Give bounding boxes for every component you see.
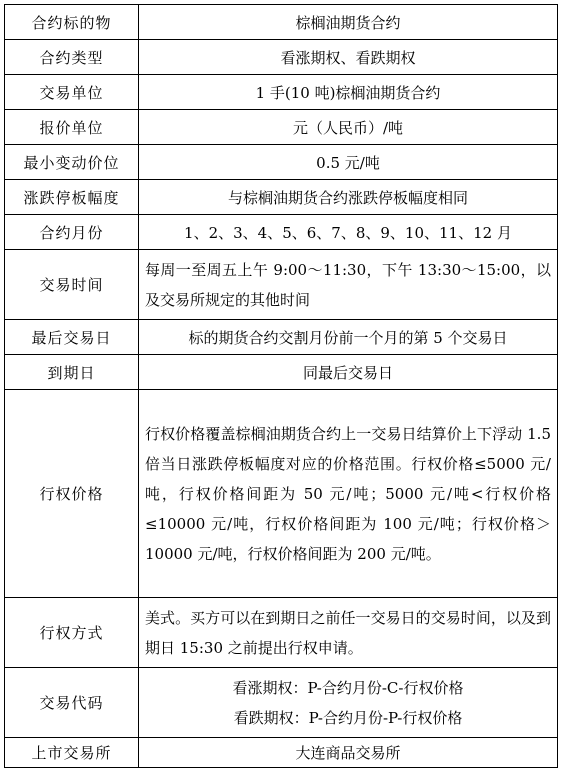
table-row [5,145,558,180]
row-label-exercise-style: 行权方式 [5,598,139,668]
row-label-quote-unit: 报价单位 [5,110,139,145]
row-value-strike-price: 行权价格覆盖棕榈油期货合约上一交易日结算价上下浮动 1.5 倍当日涨跌停板幅度对应的价格范围。行权价格≤5000 元/吨，行权价格间距为 50 元/吨；5000 元/吨<行权价格≤10000 元/吨，行权价格间距为 100 元/吨；行权价格＞10000 元/吨，行权价格间距为 200 元/吨。 [139,390,558,598]
row-value-tick-size: 0.5 元/吨 [139,145,558,180]
table-row [5,40,558,75]
row-label-contract-type: 合约类型 [5,40,139,75]
row-value-quote-unit: 元（人民币）/吨 [139,110,558,145]
trading-code-call: 看涨期权：P-合约月份-C-行权价格 [232,678,464,697]
table-row [5,668,558,738]
row-label-expiration-day: 到期日 [5,355,139,390]
row-label-exchange: 上市交易所 [5,738,139,768]
table-row [5,180,558,215]
table-row [5,75,558,110]
row-value-exchange: 大连商品交易所 [139,738,558,768]
table-row [5,5,558,40]
table-row [5,320,558,355]
row-label-trading-unit: 交易单位 [5,75,139,110]
row-value-trading-hours: 每周一至周五上午 9:00～11:30，下午 13:30～15:00，以及交易所规定的其他时间 [139,250,558,320]
table-row [5,355,558,390]
row-value-price-limit: 与棕榈油期货合约涨跌停板幅度相同 [139,180,558,215]
row-label-underlying: 合约标的物 [5,5,139,40]
row-label-trading-code: 交易代码 [5,668,139,738]
row-label-price-limit: 涨跌停板幅度 [5,180,139,215]
table-row [5,598,558,668]
row-value-expiration-day: 同最后交易日 [139,355,558,390]
contract-spec-table [4,4,558,768]
row-value-last-trading-day: 标的期货合约交割月份前一个月的第 5 个交易日 [139,320,558,355]
row-value-underlying: 棕榈油期货合约 [139,5,558,40]
table-row [5,110,558,145]
row-label-last-trading-day: 最后交易日 [5,320,139,355]
trading-code-put: 看跌期权：P-合约月份-P-行权价格 [233,708,463,727]
row-value-trading-unit: 1 手(10 吨)棕榈油期货合约 [139,75,558,110]
row-label-tick-size: 最小变动价位 [5,145,139,180]
table-row [5,738,558,768]
table-row [5,250,558,320]
table-row [5,390,558,598]
row-value-trading-code [139,668,558,738]
table-row [5,215,558,250]
row-value-contract-months: 1、2、3、4、5、6、7、8、9、10、11、12 月 [139,215,558,250]
row-value-exercise-style: 美式。买方可以在到期日之前任一交易日的交易时间，以及到期日 15:30 之前提出行权申请。 [139,598,558,668]
row-label-trading-hours: 交易时间 [5,250,139,320]
row-label-strike-price: 行权价格 [5,390,139,598]
row-value-contract-type: 看涨期权、看跌期权 [139,40,558,75]
row-label-contract-months: 合约月份 [5,215,139,250]
